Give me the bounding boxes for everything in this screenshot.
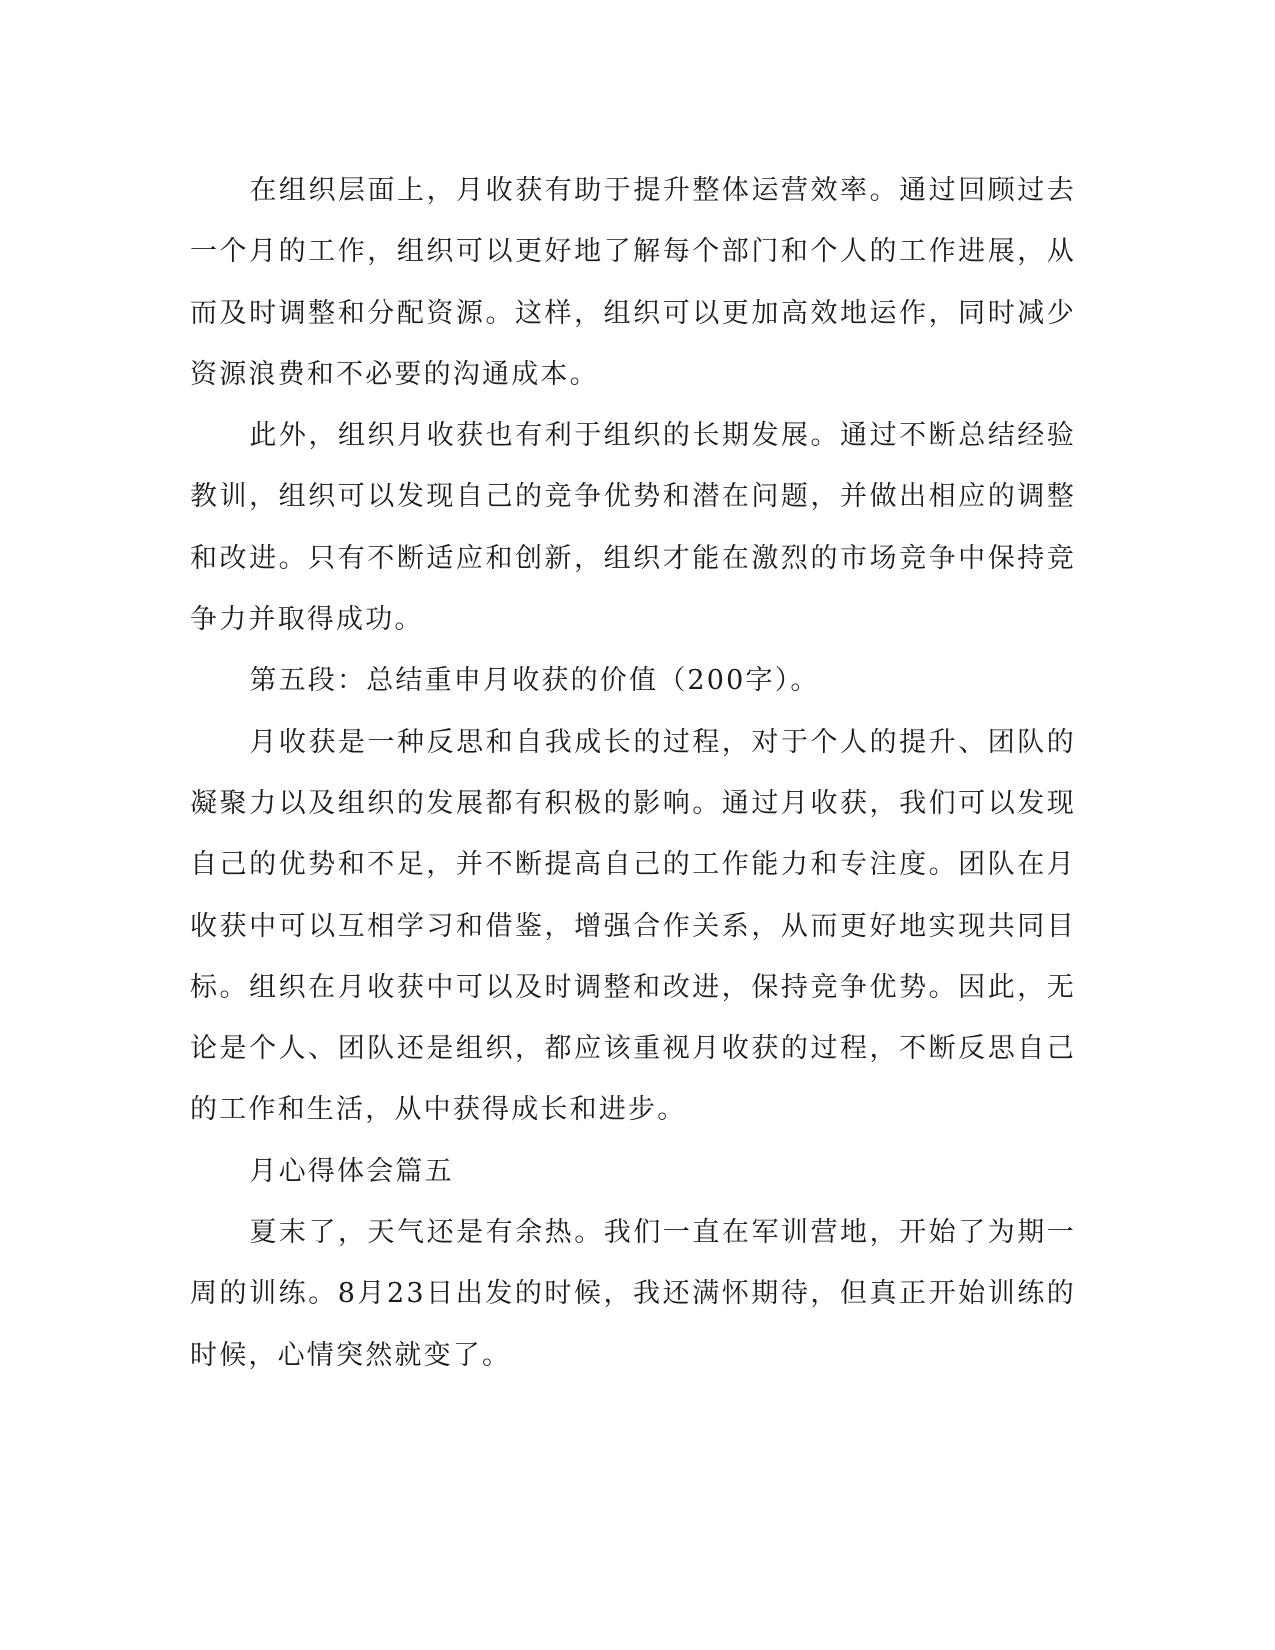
paragraph-military-training: 夏末了，天气还是有余热。我们一直在军训营地，开始了为期一周的训练。8月23日出发的时候，我还满怀期待，但真正开始训练的时候，心情突然就变了。	[190, 1217, 1076, 1371]
paragraph-long-term-development: 此外，组织月收获也有利于组织的长期发展。通过不断总结经验教训，组织可以发现自己的竞争优势和潜在问题，并做出相应的调整和改进。只有不断适应和创新，组织才能在激烈的市场竞争中保持竞争力并取得成功。	[190, 420, 1076, 636]
section-heading-part-five: 第五段：总结重申月收获的价值（200字）。	[249, 665, 820, 697]
paragraph-summary: 月收获是一种反思和自我成长的过程，对于个人的提升、团队的凝聚力以及组织的发展都有积极的影响。通过月收获，我们可以发现自己的优势和不足，并不断提高自己的工作能力和专注度。团队在月收获中可以互相学习和借鉴，增强合作关系，从而更好地实现共同目标。组织在月收获中可以及时调整和改进，保持竞争优势。因此，无论是个人、团队还是组织，都应该重视月收获的过程，不断反思自己的工作和生活，从中获得成长和进步。	[190, 726, 1076, 1126]
document-body	[190, 160, 1076, 1386]
article-title-part-five: 月心得体会篇五	[249, 1155, 454, 1187]
paragraph-org-efficiency: 在组织层面上，月收获有助于提升整体运营效率。通过回顾过去一个月的工作，组织可以更好地了解每个部门和个人的工作进展，从而及时调整和分配资源。这样，组织可以更加高效地运作，同时减少资源浪费和不必要的沟通成本。	[190, 175, 1076, 390]
